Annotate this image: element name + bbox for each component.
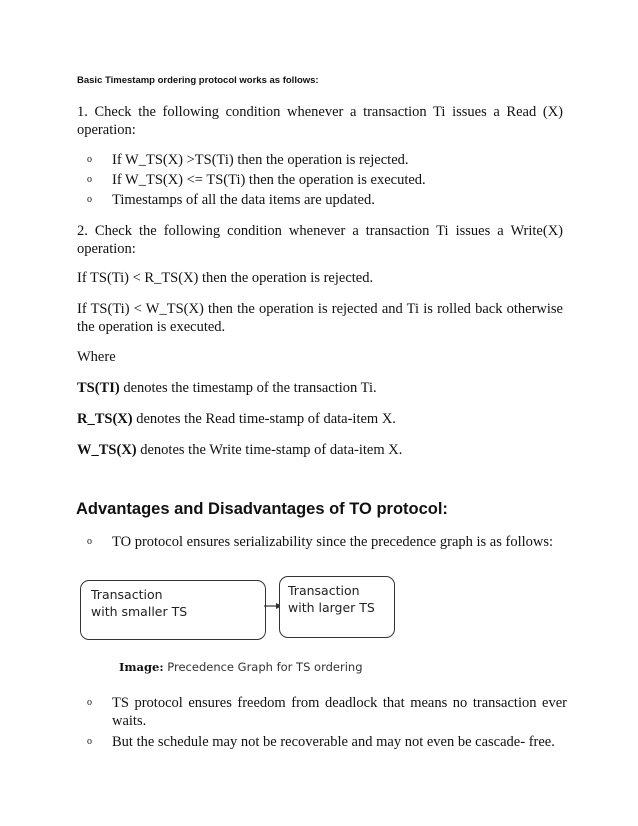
caption-text: Precedence Graph for TS ordering bbox=[163, 660, 363, 674]
read-bullet-3 bbox=[87, 191, 567, 209]
definition-wts bbox=[77, 441, 563, 459]
where-label: Where bbox=[77, 349, 116, 365]
read-bullet-text: If W_TS(X) <= TS(Ti) then the operation is executed. bbox=[112, 172, 426, 188]
read-bullet-text: If W_TS(X) >TS(Ti) then the operation is rejected. bbox=[112, 152, 409, 168]
definition-term: R_TS(X) bbox=[77, 411, 133, 427]
bullet-marker: o bbox=[87, 736, 92, 747]
advantage-text: But the schedule may not be recoverable and may not even be cascade- free. bbox=[112, 734, 555, 750]
advantage-bullet-2 bbox=[87, 694, 567, 730]
advantage-bullet-1 bbox=[87, 533, 567, 551]
definition-term: TS(TI) bbox=[77, 380, 120, 396]
figure-caption bbox=[119, 660, 363, 674]
definition-desc: denotes the timestamp of the transaction Ti. bbox=[119, 380, 377, 396]
read-rule-text: 1. Check the following condition whenever a transaction Ti issues a Read (X) operation: bbox=[77, 104, 563, 138]
section-heading: Advantages and Disadvantages of TO protocol: bbox=[76, 500, 448, 518]
definition-desc: denotes the Read time-stamp of data-item X. bbox=[132, 411, 396, 427]
read-bullet-2 bbox=[87, 171, 567, 189]
node-line: Transaction bbox=[288, 583, 360, 598]
definition-term: W_TS(X) bbox=[77, 442, 137, 458]
bullet-marker: o bbox=[87, 536, 92, 547]
write-condition-2: If TS(Ti) < W_TS(X) then the operation is rejected and Ti is rolled back otherwise the operation is executed. bbox=[77, 301, 563, 335]
bullet-marker: o bbox=[87, 154, 92, 165]
read-bullet-1 bbox=[87, 151, 567, 169]
node-smaller-ts bbox=[80, 580, 266, 640]
write-rule-text: 2. Check the following condition whenever a transaction Ti issues a Write(X) operation: bbox=[77, 223, 563, 257]
advantage-bullet-3 bbox=[87, 733, 567, 751]
definition-ts bbox=[77, 379, 563, 397]
intro-heading: Basic Timestamp ordering protocol works as follows: bbox=[77, 75, 319, 86]
node-larger-ts bbox=[279, 576, 395, 638]
node-line: with smaller TS bbox=[91, 604, 188, 619]
definition-rts bbox=[77, 410, 563, 428]
write-condition-1: If TS(Ti) < R_TS(X) then the operation is rejected. bbox=[77, 270, 374, 286]
node-line: with larger TS bbox=[288, 600, 375, 615]
bullet-marker: o bbox=[87, 174, 92, 185]
node-line: Transaction bbox=[91, 587, 163, 602]
advantage-text: TS protocol ensures freedom from deadlock that means no transaction ever waits. bbox=[112, 695, 567, 729]
bullet-marker: o bbox=[87, 194, 92, 205]
read-bullet-text: Timestamps of all the data items are updated. bbox=[112, 192, 375, 208]
advantage-text: TO protocol ensures serializability since the precedence graph is as follows: bbox=[112, 534, 554, 550]
definition-desc: denotes the Write time-stamp of data-item X. bbox=[136, 442, 403, 458]
caption-label: Image: bbox=[119, 660, 164, 674]
bullet-marker: o bbox=[87, 697, 92, 708]
